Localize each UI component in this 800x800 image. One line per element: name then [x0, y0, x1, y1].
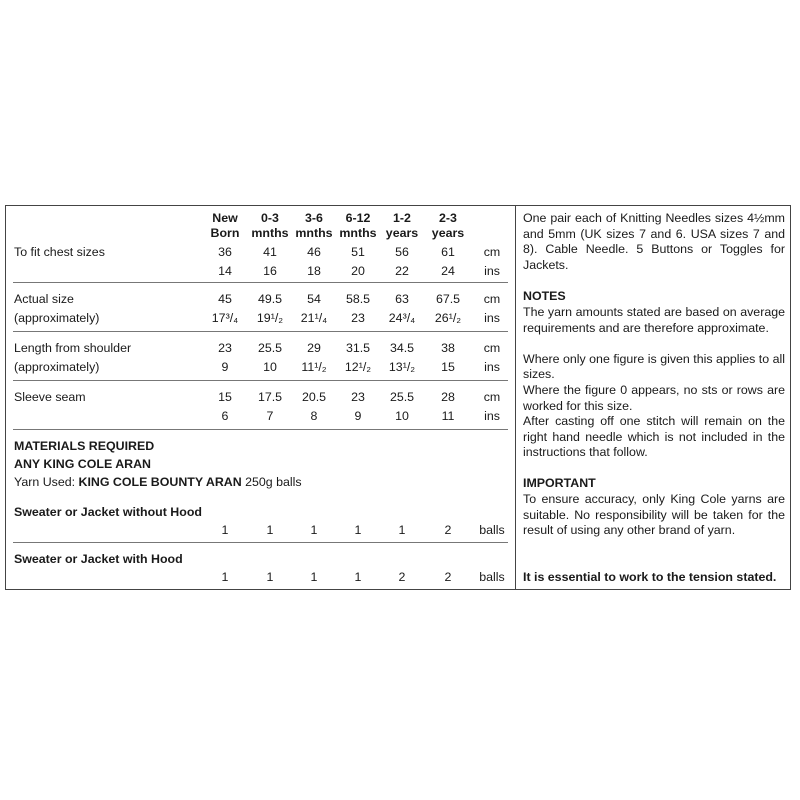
ins-value: 24	[441, 263, 455, 278]
cm-value: 63	[395, 292, 409, 306]
cm-value: 67.5	[435, 292, 461, 306]
materials-heading: MATERIALS REQUIRED	[14, 439, 155, 453]
cm-value: 51	[351, 245, 365, 259]
unit-label: cm	[483, 292, 501, 306]
ins-value: 19¹/₂	[256, 310, 284, 325]
row-label: Actual size	[14, 292, 74, 306]
ins-value: 11	[441, 408, 455, 423]
note-item: Where the figure 0 appears, no sts or rows are worked for this size.	[523, 383, 785, 413]
row-divider	[13, 380, 508, 381]
size-header-line1: 6-12	[345, 211, 371, 225]
balls-value: 1	[310, 570, 318, 584]
ins-value: 15	[441, 359, 455, 374]
important-text: To ensure accuracy, only King Cole yarns are suitable. No responsibility will be taken for the result of using any other brand of yarn.	[523, 492, 785, 538]
cm-value: 34.5	[389, 341, 415, 355]
note-item: The yarn amounts stated are based on average requirements and are therefore approximate.	[523, 305, 785, 335]
balls-value: 1	[221, 570, 229, 584]
cm-value: 54	[307, 292, 321, 306]
ins-value: 21¹/₄	[300, 310, 328, 325]
ins-value: 22	[395, 263, 409, 278]
cm-value: 17.5	[257, 390, 283, 404]
cm-value: 61	[441, 245, 455, 259]
size-header-line2: mnths	[339, 226, 377, 240]
unit-label: ins	[484, 263, 500, 278]
ins-value: 14	[218, 263, 232, 278]
ins-value: 18	[307, 263, 321, 278]
option-title: Sweater or Jacket without Hood	[14, 505, 202, 519]
unit-label: ins	[484, 359, 500, 374]
balls-value: 1	[266, 570, 274, 584]
balls-value: 1	[266, 523, 274, 537]
row-divider	[13, 331, 508, 332]
cm-value: 31.5	[345, 341, 371, 355]
unit-label: ins	[484, 408, 500, 423]
ins-value: 9	[354, 408, 362, 423]
row-label: To fit chest sizes	[14, 245, 105, 259]
ins-value: 24³/₄	[388, 310, 416, 325]
size-header-line2: years	[385, 226, 419, 240]
note-item: Where only one figure is given this applies to all sizes.	[523, 351, 785, 382]
cm-value: 23	[218, 341, 232, 355]
important-heading: IMPORTANT	[523, 476, 596, 490]
unit-label: balls	[479, 523, 505, 537]
unit-label: ins	[484, 310, 500, 325]
yarn-prefix: Yarn Used:	[14, 475, 79, 489]
ins-value: 11¹/₂	[301, 359, 327, 374]
unit-label: balls	[479, 570, 505, 584]
size-header-line1: 1-2	[393, 211, 411, 225]
ins-value: 13¹/₂	[388, 359, 416, 374]
ins-value: 26¹/₂	[434, 310, 462, 325]
cm-value: 28	[441, 390, 455, 404]
ins-value: 12¹/₂	[344, 359, 372, 374]
size-header-line1: 2-3	[439, 211, 457, 225]
cm-value: 46	[307, 245, 321, 259]
tension-note: It is essential to work to the tension stated.	[523, 570, 777, 584]
cm-value: 25.5	[257, 341, 283, 355]
ins-value: 7	[266, 408, 274, 423]
row-sublabel: (approximately)	[14, 359, 100, 374]
balls-value: 1	[398, 523, 406, 537]
balls-value: 2	[444, 570, 452, 584]
cm-value: 38	[441, 341, 455, 355]
cm-value: 20.5	[301, 390, 327, 404]
ins-value: 8	[310, 408, 318, 423]
size-header-line1: 0-3	[261, 211, 279, 225]
yarn-name: KING COLE BOUNTY ARAN	[78, 475, 242, 489]
row-divider	[13, 282, 508, 283]
row-label: Sleeve seam	[14, 390, 86, 404]
ins-value: 20	[351, 263, 365, 278]
row-sublabel: (approximately)	[14, 310, 100, 325]
notes-heading: NOTES	[523, 289, 566, 303]
balls-value: 2	[444, 523, 452, 537]
needles-text: One pair each of Knitting Needles sizes 4½mm and 5mm (UK sizes 7 and 6. USA sizes 7 and 8). Cable Needle. 5 Buttons or Toggles for Jackets.	[523, 211, 785, 272]
ins-value: 10	[395, 408, 409, 423]
balls-value: 1	[354, 523, 362, 537]
cm-value: 15	[218, 390, 232, 404]
yarn-type-heading: ANY KING COLE ARAN	[14, 457, 151, 471]
size-header-line2: Born	[210, 226, 240, 240]
unit-label: cm	[483, 245, 501, 259]
size-header-line2: mnths	[251, 226, 289, 240]
cm-value: 56	[395, 245, 409, 259]
size-header-line1: New	[212, 211, 238, 225]
note-item: After casting off one stitch will remain on the right hand needle which is not included in the instructions that follow.	[523, 414, 785, 460]
size-header-line2: mnths	[295, 226, 333, 240]
ins-value: 23	[351, 310, 365, 325]
ins-value: 6	[221, 408, 229, 423]
cm-value: 36	[218, 245, 232, 259]
cm-value: 41	[263, 245, 277, 259]
ins-value: 9	[221, 359, 229, 374]
size-header-line2: years	[431, 226, 465, 240]
cm-value: 45	[218, 292, 232, 306]
balls-value: 2	[398, 570, 406, 584]
cm-value: 29	[307, 341, 321, 355]
cm-value: 25.5	[389, 390, 415, 404]
unit-label: cm	[483, 341, 501, 355]
yarn-suffix: 250g balls	[241, 475, 302, 489]
option-title: Sweater or Jacket with Hood	[14, 552, 183, 566]
row-divider	[13, 429, 508, 430]
cm-value: 49.5	[257, 292, 283, 306]
ins-value: 10	[263, 359, 277, 374]
yarn-used-line	[14, 475, 302, 490]
balls-value: 1	[354, 570, 362, 584]
row-label: Length from shoulder	[14, 341, 132, 355]
cm-value: 23	[351, 390, 365, 404]
ins-value: 16	[263, 263, 277, 278]
balls-value: 1	[310, 523, 318, 537]
unit-label: cm	[483, 390, 501, 404]
balls-value: 1	[221, 523, 229, 537]
ins-value: 17³/₄	[211, 310, 239, 325]
size-header-line1: 3-6	[305, 211, 323, 225]
row-divider	[13, 542, 508, 543]
cm-value: 58.5	[345, 292, 371, 306]
